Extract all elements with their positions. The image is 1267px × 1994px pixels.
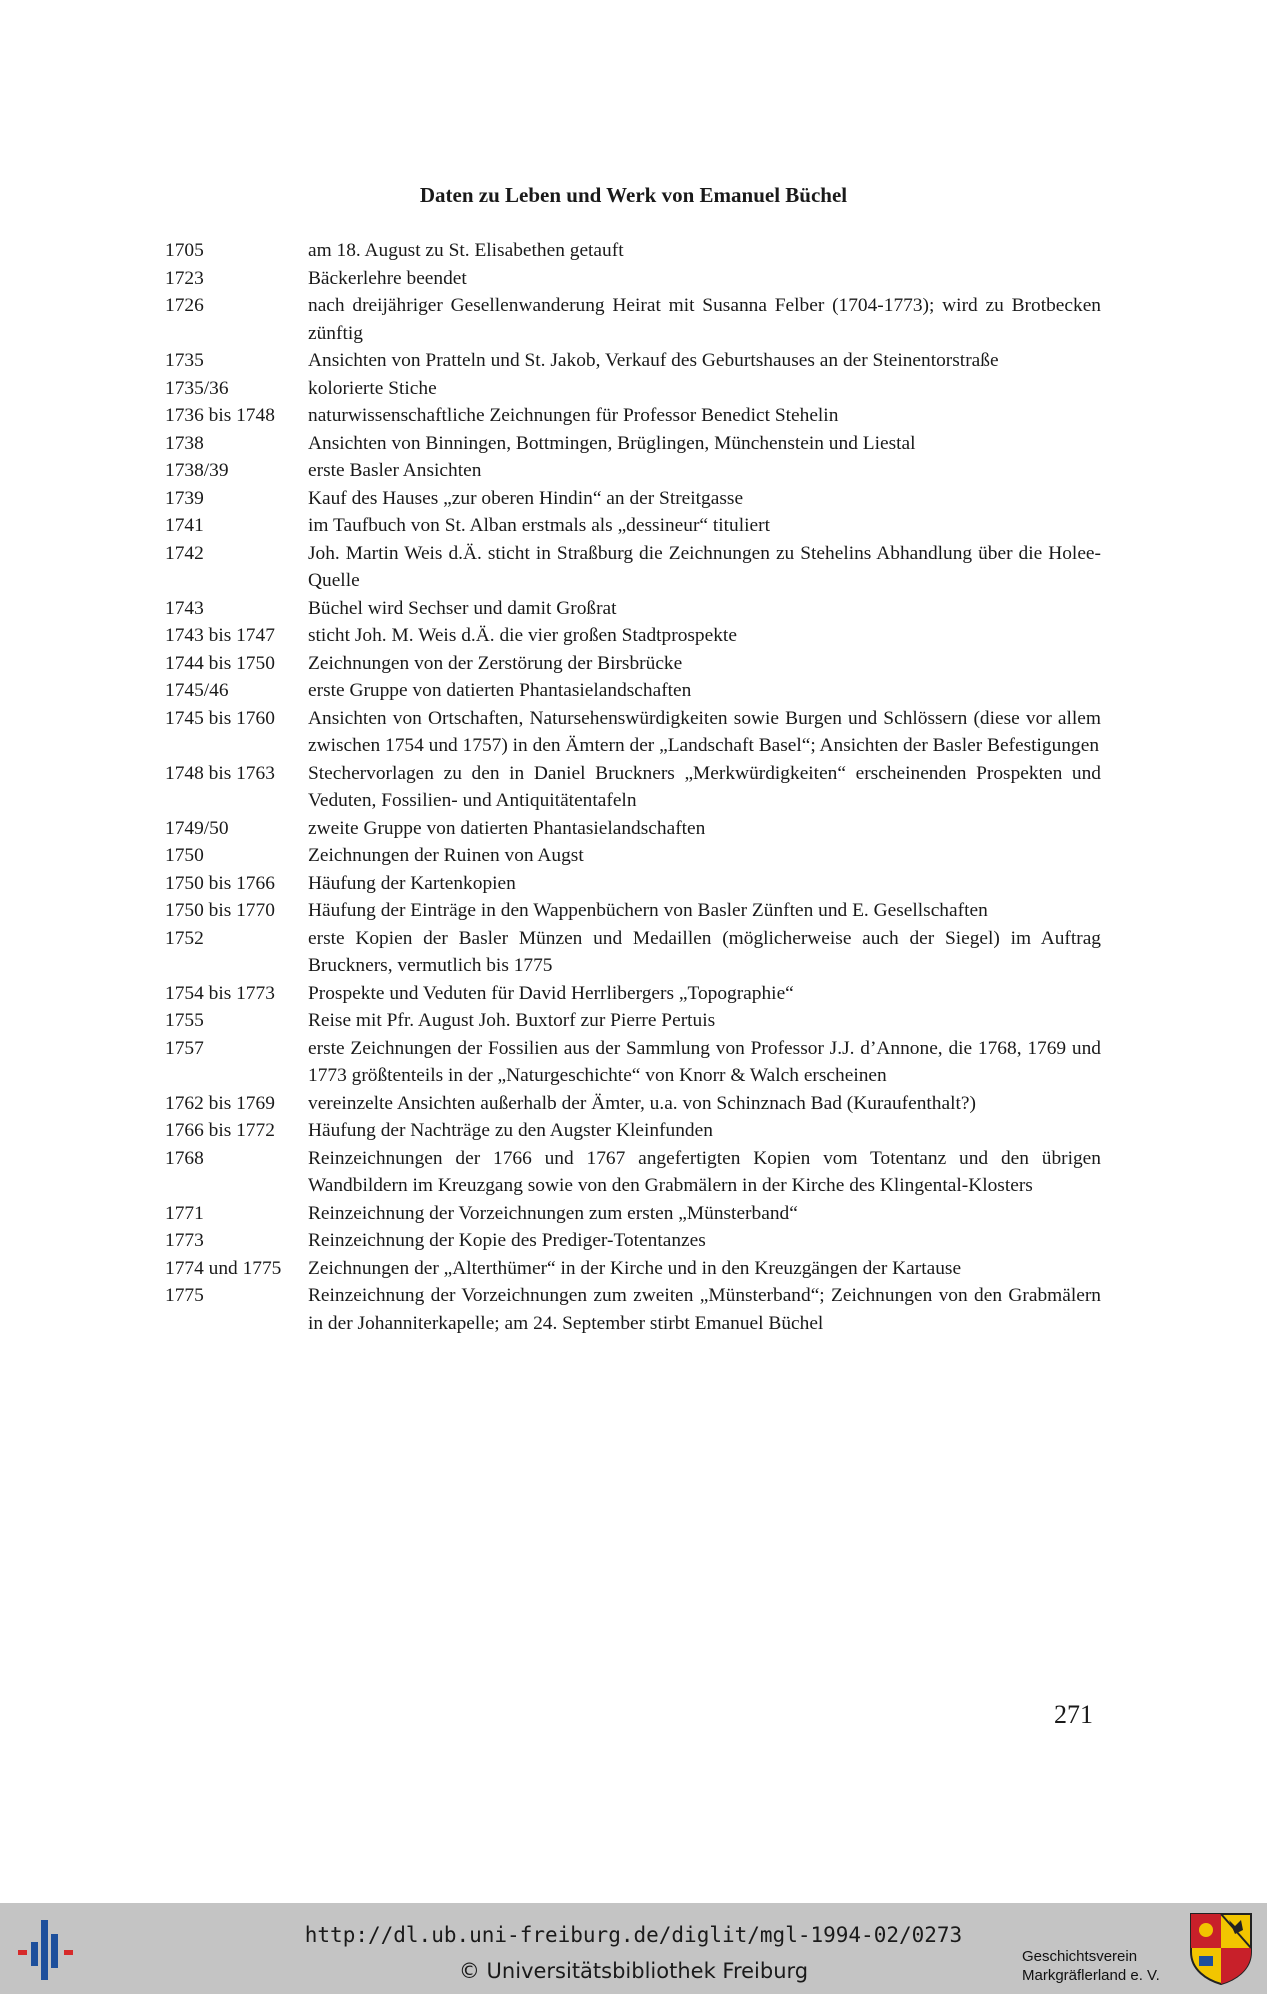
entry-year: 1735/36 xyxy=(165,377,229,399)
entry-description: Ansichten von Ortschaften, Natursehenswürdigkeiten sowie Burgen und Schlössern (diese vor allem zwischen 1754 und 1757) in den Ämtern der „Landschaft Basel“; Ansichten der Basler Befestigungen xyxy=(308,707,1101,756)
entry-description: Kauf des Hauses „zur oberen Hindin“ an der Streitgasse xyxy=(308,487,744,509)
entry-year: 1738/39 xyxy=(165,460,229,481)
society-name xyxy=(1022,1947,1182,1985)
entry-description: erste Gruppe von datierten Phantasielandschaften xyxy=(308,680,692,701)
entry-year: 1742 xyxy=(165,542,204,564)
entry-year: 1741 xyxy=(165,515,204,536)
entry-year: 1771 xyxy=(165,1202,204,1224)
chronology-entry xyxy=(165,457,1101,485)
entry-year: 1750 bis 1766 xyxy=(165,872,275,894)
entry-year: 1768 xyxy=(165,1147,204,1169)
entry-description: Reinzeichnung der Vorzeichnungen zum zweiten „Münsterband“; Zeichnungen von den Grabmälern in der Johanniterkapelle; am 24. September stirbt Emanuel Büchel xyxy=(308,1285,1101,1334)
entry-year: 1773 xyxy=(165,1230,204,1251)
entry-year: 1705 xyxy=(165,240,204,261)
society-line-1: Geschichtsverein xyxy=(1022,1948,1138,1965)
chronology-entry xyxy=(165,292,1101,347)
entry-year: 1766 bis 1772 xyxy=(165,1120,275,1141)
entry-year: 1726 xyxy=(165,295,204,316)
entry-description: kolorierte Stiche xyxy=(308,377,437,399)
entry-description: zweite Gruppe von datierten Phantasielandschaften xyxy=(308,817,706,839)
society-line-2: Markgräflerland e. V. xyxy=(1022,1967,1160,1984)
entry-description: Häufung der Einträge in den Wappenbüchern von Basler Zünften und E. Gesellschaften xyxy=(308,900,988,921)
chronology-entry xyxy=(165,485,1101,513)
coat-of-arms-icon[interactable] xyxy=(1189,1912,1253,1986)
entry-year: 1754 bis 1773 xyxy=(165,982,275,1004)
chronology-entry xyxy=(165,622,1101,650)
chronology-entry xyxy=(165,347,1101,375)
chronology-entry xyxy=(165,1090,1101,1118)
entry-year: 1738 xyxy=(165,432,204,454)
entry-description: Häufung der Kartenkopien xyxy=(308,872,516,894)
chronology-entry xyxy=(165,430,1101,458)
entry-year: 1749/50 xyxy=(165,817,229,839)
entry-description: Reinzeichnung der Kopie des Prediger-Totentanzes xyxy=(308,1230,706,1251)
entry-description: Häufung der Nachträge zu den Augster Kleinfunden xyxy=(308,1120,713,1141)
entry-year: 1739 xyxy=(165,487,204,509)
entry-description: Ansichten von Pratteln und St. Jakob, Verkauf des Geburtshauses an der Steinentorstraße xyxy=(308,350,999,371)
entry-year: 1723 xyxy=(165,267,204,289)
entry-year: 1762 bis 1769 xyxy=(165,1092,275,1114)
chronology-entry xyxy=(165,1007,1101,1035)
entry-year: 1774 und 1775 xyxy=(165,1257,282,1279)
entry-description: im Taufbuch von St. Alban erstmals als „dessineur“ tituliert xyxy=(308,515,770,536)
entry-description: naturwissenschaftliche Zeichnungen für Professor Benedict Stehelin xyxy=(308,405,839,426)
entry-description: Joh. Martin Weis d.Ä. sticht in Straßburg die Zeichnungen zu Stehelins Abhandlung über die Holee-Quelle xyxy=(308,542,1101,591)
chronology-entry xyxy=(165,402,1101,430)
entry-description: Reise mit Pfr. August Joh. Buxtorf zur Pierre Pertuis xyxy=(308,1010,716,1031)
page-title: Daten zu Leben und Werk von Emanuel Büchel xyxy=(419,183,848,207)
entry-description: Ansichten von Binningen, Bottmingen, Brüglingen, Münchenstein und Liestal xyxy=(308,432,916,454)
chronology-entry xyxy=(165,1117,1101,1145)
entry-year: 1745 bis 1760 xyxy=(165,707,275,729)
chronology-entry xyxy=(165,870,1101,898)
chronology-entry xyxy=(165,705,1101,760)
chronology-entry xyxy=(165,1282,1101,1337)
chronology-entry xyxy=(165,897,1101,925)
entry-description: Stechervorlagen zu den in Daniel Bruckners „Merkwürdigkeiten“ erscheinenden Prospekten und Veduten, Fossilien- und Antiquitätentafeln xyxy=(308,762,1101,811)
entry-description: Reinzeichnung der Vorzeichnungen zum ersten „Münsterband“ xyxy=(308,1202,798,1224)
chronology-entry xyxy=(165,1255,1101,1283)
chronology-entry xyxy=(165,1200,1101,1228)
chronology-entry xyxy=(165,815,1101,843)
chronology-entry xyxy=(165,1035,1101,1090)
entry-description: vereinzelte Ansichten außerhalb der Ämter, u.a. von Schinznach Bad (Kuraufenthalt?) xyxy=(308,1092,976,1114)
entry-description: Reinzeichnungen der 1766 und 1767 angefertigten Kopien vom Totentanz und den übrigen Wandbildern im Kreuzgang sowie von den Grabmälern in der Kirche des Klingental-Klosters xyxy=(308,1147,1101,1196)
footer-copyright: © Universitätsbibliothek Freiburg xyxy=(458,1959,809,1983)
page-number: 271 xyxy=(1054,1700,1093,1729)
entry-year: 1745/46 xyxy=(165,680,229,701)
chronology-entry xyxy=(165,1145,1101,1200)
chronology-entry xyxy=(165,595,1101,623)
entry-year: 1752 xyxy=(165,927,204,949)
entry-year: 1743 bis 1747 xyxy=(165,625,275,646)
chronology-list xyxy=(165,237,1101,1337)
entry-description: erste Kopien der Basler Münzen und Medaillen (möglicherweise auch der Siegel) im Auftrag Bruckners, vermutlich bis 1775 xyxy=(308,927,1101,976)
entry-year: 1755 xyxy=(165,1010,204,1031)
entry-description: Zeichnungen der Ruinen von Augst xyxy=(308,845,584,866)
entry-year: 1750 xyxy=(165,845,204,866)
chronology-entry xyxy=(165,265,1101,293)
chronology-entry xyxy=(165,925,1101,980)
chronology-entry xyxy=(165,512,1101,540)
entry-description: Bäckerlehre beendet xyxy=(308,267,467,289)
chronology-entry xyxy=(165,1227,1101,1255)
entry-description: nach dreijähriger Gesellenwanderung Heirat mit Susanna Felber (1704-1773); wird zu Brotbecken zünftig xyxy=(308,295,1101,344)
entry-description: Zeichnungen von der Zerstörung der Birsbrücke xyxy=(308,652,683,674)
chronology-entry xyxy=(165,760,1101,815)
chronology-entry xyxy=(165,842,1101,870)
entry-description: erste Zeichnungen der Fossilien aus der Sammlung von Professor J.J. d’Annone, die 1768, 1769 und 1773 größtenteils in der „Naturgeschichte“ von Knorr & Walch erscheinen xyxy=(308,1037,1101,1086)
entry-year: 1735 xyxy=(165,350,204,371)
entry-year: 1736 bis 1748 xyxy=(165,405,275,426)
entry-year: 1750 bis 1770 xyxy=(165,900,275,921)
footer-url[interactable]: http://dl.ub.uni-freiburg.de/diglit/mgl-1994-02/0273 xyxy=(304,1923,963,1947)
footer-bar xyxy=(0,1903,1267,1994)
entry-year: 1748 bis 1763 xyxy=(165,762,275,784)
entry-description: Büchel wird Sechser und damit Großrat xyxy=(308,597,617,619)
entry-year: 1757 xyxy=(165,1037,204,1059)
chronology-entry xyxy=(165,375,1101,403)
chronology-entry xyxy=(165,677,1101,705)
entry-description: am 18. August zu St. Elisabethen getauft xyxy=(308,240,624,261)
chronology-entry xyxy=(165,980,1101,1008)
chronology-entry xyxy=(165,540,1101,595)
entry-year: 1743 xyxy=(165,597,204,619)
entry-description: Zeichnungen der „Alterthümer“ in der Kirche und in den Kreuzgängen der Kartause xyxy=(308,1257,962,1279)
entry-year: 1775 xyxy=(165,1285,204,1306)
entry-description: erste Basler Ansichten xyxy=(308,460,482,481)
entry-description: Prospekte und Veduten für David Herrlibergers „Topographie“ xyxy=(308,982,794,1004)
entry-year: 1744 bis 1750 xyxy=(165,652,275,674)
entry-description: sticht Joh. M. Weis d.Ä. die vier großen Stadtprospekte xyxy=(308,625,737,646)
chronology-entry xyxy=(165,237,1101,265)
chronology-entry xyxy=(165,650,1101,678)
